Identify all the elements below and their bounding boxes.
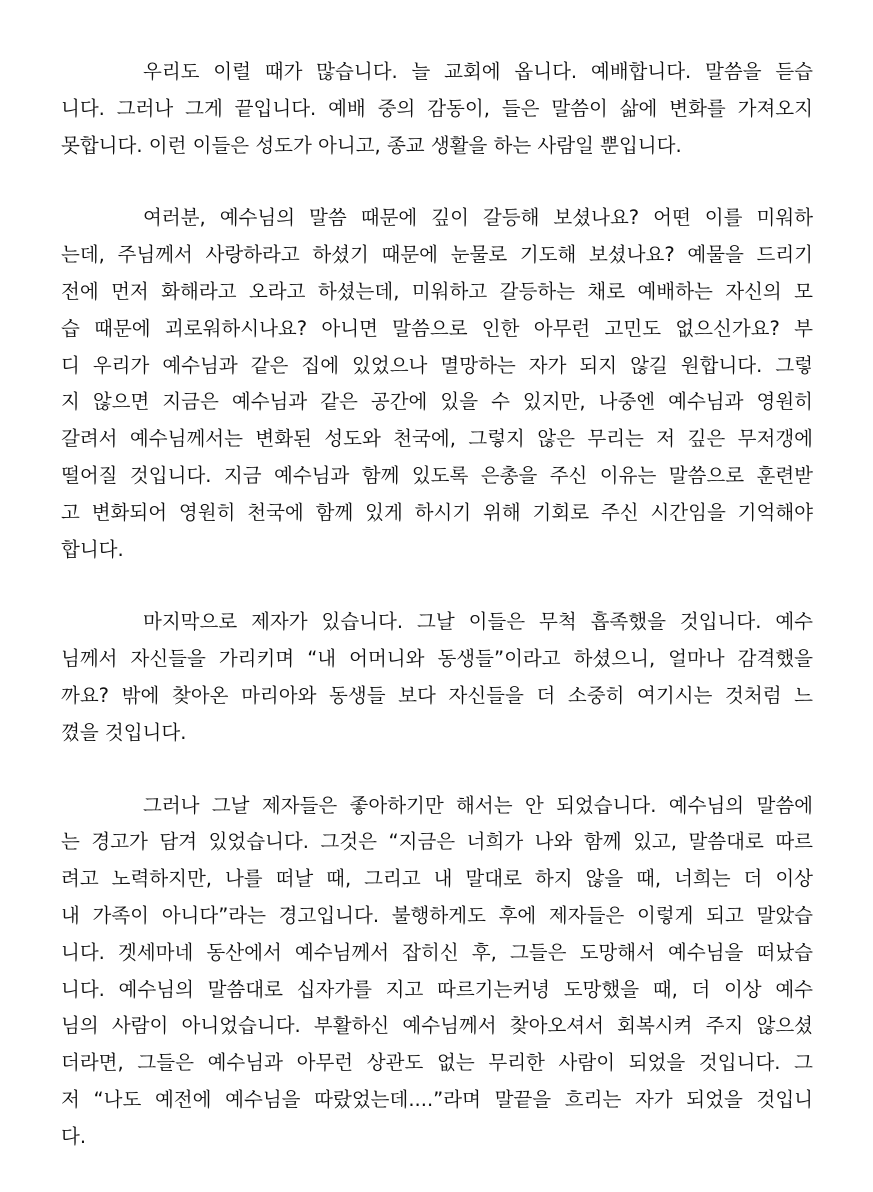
text-line: 니다. 그러나 그게 끝입니다. 예배 중의 감동이, 들은 말씀이 삶에 변화를 가져오지 bbox=[61, 96, 813, 120]
paragraph-3 bbox=[61, 604, 813, 751]
text-line: 니다. 겟세마네 동산에서 예수님께서 잡히신 후, 그들은 도망해서 예수님을 떠났습 bbox=[61, 940, 813, 964]
text-line: 고 변화되어 영원히 천국에 함께 있게 하시기 위해 기회로 주신 시간임을 기억해야 bbox=[61, 500, 813, 524]
text-line: 우리도 이럴 때가 많습니다. 늘 교회에 옵니다. 예배합니다. 말씀을 듣습 bbox=[143, 60, 813, 83]
paragraph-1 bbox=[61, 54, 813, 164]
text-line: 까요? 밖에 찾아온 마리아와 동생들 보다 자신들을 더 소중히 여기시는 것처럼 느 bbox=[61, 683, 813, 707]
text-line: 는 경고가 담겨 있었습니다. 그것은 “지금은 너희가 나와 함께 있고, 말씀대로 따르 bbox=[61, 830, 813, 854]
text-line: 전에 먼저 화해라고 오라고 하셨는데, 미워하고 갈등하는 채로 예배하는 자신의 모 bbox=[61, 279, 813, 303]
text-line: 다. bbox=[61, 1124, 87, 1148]
text-line: 여러분, 예수님의 말씀 때문에 깊이 갈등해 보셨나요? 어떤 이를 미워하 bbox=[143, 206, 813, 230]
text-line: 떨어질 것입니다. 지금 예수님과 함께 있도록 은총을 주신 이유는 말씀으로 훈련받 bbox=[61, 463, 813, 487]
text-line: 못합니다. 이런 이들은 성도가 아니고, 종교 생활을 하는 사람일 뿐입니다. bbox=[61, 133, 682, 157]
text-line: 마지막으로 제자가 있습니다. 그날 이들은 무척 흡족했을 것입니다. 예수 bbox=[143, 610, 813, 634]
text-line: 님의 사람이 아니었습니다. 부활하신 예수님께서 찾아오셔서 회복시켜 주지 않으셨 bbox=[61, 1014, 813, 1038]
text-line: 님께서 자신들을 가리키며 “내 어머니와 동생들”이라고 하셨으니, 얼마나 감격했을 bbox=[61, 647, 813, 671]
text-line: 지 않으면 지금은 예수님과 같은 공간에 있을 수 있지만, 나중엔 예수님과 영원히 bbox=[61, 390, 813, 414]
text-line: 저 “나도 예전에 예수님을 따랐었는데....”라며 말끝을 흐리는 자가 되었을 것입니 bbox=[61, 1087, 813, 1111]
text-line: 더라면, 그들은 예수님과 아무런 상관도 없는 무리한 사람이 되었을 것입니다. 그 bbox=[61, 1051, 813, 1075]
document-page bbox=[61, 54, 813, 1192]
text-line: 꼈을 것입니다. bbox=[61, 720, 187, 744]
text-line: 니다. 예수님의 말씀대로 십자가를 지고 따르기는커녕 도망했을 때, 더 이상 예수 bbox=[61, 977, 813, 1001]
text-line: 내 가족이 아니다”라는 경고입니다. 불행하게도 후에 제자들은 이렇게 되고 말았습 bbox=[61, 903, 813, 927]
text-line: 는데, 주님께서 사랑하라고 하셨기 때문에 눈물로 기도해 보셨나요? 예물을 드리기 bbox=[61, 243, 813, 267]
text-line: 갈려서 예수님께서는 변화된 성도와 천국에, 그렇지 않은 무리는 저 깊은 무저갱에 bbox=[61, 427, 813, 451]
text-line: 디 우리가 예수님과 같은 집에 있었으나 멸망하는 자가 되지 않길 원합니다. 그렇 bbox=[61, 353, 813, 377]
text-line: 습 때문에 괴로워하시나요? 아니면 말씀으로 인한 아무런 고민도 없으신가요? 부 bbox=[61, 316, 813, 340]
paragraph-2 bbox=[61, 200, 813, 568]
text-line: 려고 노력하지만, 나를 떠날 때, 그리고 내 말대로 하지 않을 때, 너희는 더 이상 bbox=[61, 867, 813, 891]
text-line: 그러나 그날 제자들은 좋아하기만 해서는 안 되었습니다. 예수님의 말씀에 bbox=[143, 793, 813, 817]
paragraph-4 bbox=[61, 788, 813, 1156]
text-line: 합니다. bbox=[61, 537, 124, 561]
